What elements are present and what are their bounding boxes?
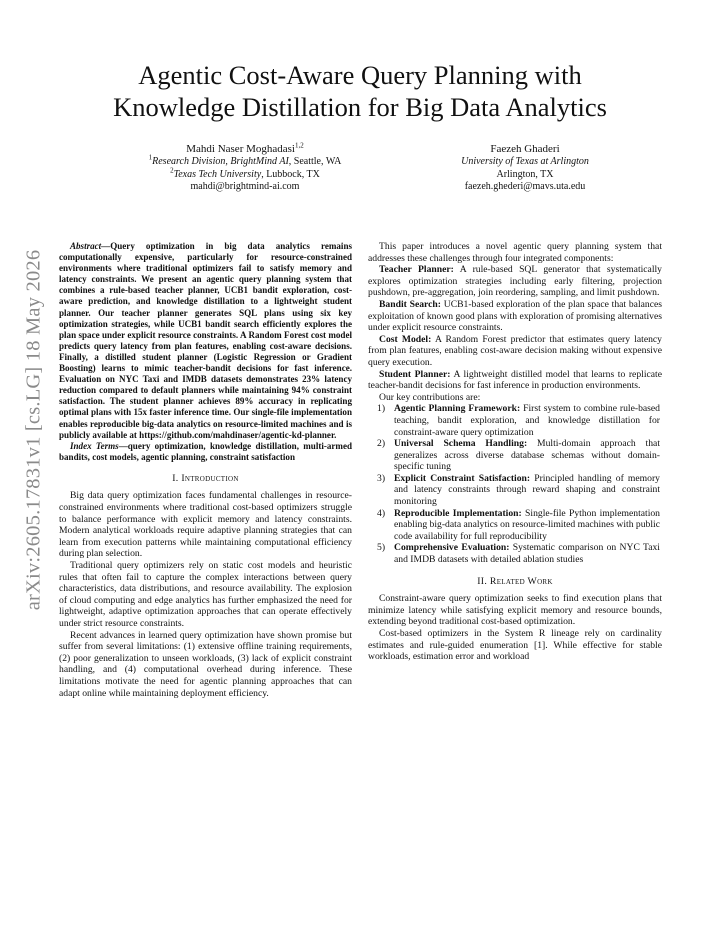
contribution-item	[368, 438, 662, 473]
author-2-name: Faezeh Ghaderi	[490, 143, 560, 155]
title-line-2: Knowledge Distillation for Big Data Analytics	[113, 92, 607, 122]
paper-title	[60, 59, 660, 123]
contribution-number: 4)	[377, 507, 386, 519]
bandit-heading: Bandit Search:	[379, 298, 441, 310]
abstract	[59, 241, 352, 441]
cost-heading: Cost Model:	[379, 333, 432, 345]
author-1	[100, 142, 390, 194]
component-bandit	[368, 299, 662, 334]
author-1-affil-2-org: Texas Tech University	[173, 168, 262, 180]
contribution-heading: Agentic Planning Framework:	[394, 403, 521, 415]
contributions-list	[368, 403, 662, 565]
right-column	[368, 241, 662, 663]
left-column	[59, 241, 352, 699]
author-2-email: faezeh.ghederi@mavs.uta.edu	[464, 181, 586, 192]
contribution-item	[368, 542, 662, 565]
section-2-title: Related Work	[489, 575, 553, 587]
bandit-text: UCB1-based exploration of the plan space that balances exploitation of known good plans with exploration of promising alternatives under explicit resource constraints.	[368, 298, 662, 334]
section-2-number: II.	[477, 575, 490, 587]
component-student	[368, 369, 662, 392]
author-1-sup: 1,2	[295, 141, 304, 150]
author-block	[60, 142, 660, 212]
contribution-item	[368, 473, 662, 508]
contribution-text: Principled handling of memory and latency constraints through reward shaping and constraint monitoring	[394, 472, 660, 508]
contribution-text: Single-file Python implementation enabling big-data analytics on resource-limited machines with public code availability for full reproducibility	[394, 507, 660, 542]
affil-2-sup: 2	[170, 166, 174, 175]
teacher-heading: Teacher Planner:	[379, 264, 454, 276]
cost-text: A Random Forest predictor that estimates query latency from plan features, enabling cost-aware decision making without expensive query execution.	[368, 333, 662, 368]
contribution-item	[368, 508, 662, 543]
contribution-text: First system to combine rule-based teaching, bandit exploration, and knowledge distillation for constraint-aware query optimization	[394, 403, 660, 438]
section-heading-related-work	[368, 576, 662, 588]
contribution-number: 2)	[377, 438, 386, 450]
index-terms-lead: Index Terms	[70, 440, 119, 451]
component-cost-model	[368, 334, 662, 369]
affil-1-sup: 1	[148, 153, 153, 162]
author-1-name: Mahdi Naser Moghadasi	[186, 143, 295, 155]
student-text: A lightweight distilled model that learns to replicate teacher-bandit decisions for fast inference in production environments.	[368, 368, 662, 392]
author-2-affil-loc: Arlington, TX	[496, 168, 554, 180]
contribution-heading: Universal Schema Handling:	[394, 438, 528, 450]
student-heading: Student Planner:	[379, 368, 451, 380]
author-2-affil-org: University of Texas at Arlington	[461, 156, 589, 167]
contribution-number: 3)	[377, 472, 386, 484]
intro-paragraph-1: Big data query optimization faces fundamental challenges in resource-constrained environments where traditional cost-based optimizers struggle to balance performance with explicit memory and latency constraints. Modern analytical workloads require adaptive planning strategies that can learn from execution patterns while maintaining computational efficiency during plan selection.	[59, 490, 352, 560]
section-1-number: I.	[172, 472, 182, 484]
section-1-title: Introduction	[181, 472, 239, 484]
arxiv-sidebar-stamp	[19, 240, 49, 620]
author-1-affil-2-loc: , Lubbock, TX	[261, 168, 320, 180]
author-1-affil-1-org: Research Division, BrightMind AI	[152, 156, 289, 167]
author-1-affil-1-loc: , Seattle, WA	[288, 156, 342, 167]
contribution-text: Multi-domain approach that generalizes across diverse database schemas without domain-specific tuning	[394, 438, 660, 473]
contribution-heading: Reproducible Implementation:	[394, 507, 522, 519]
contribution-number: 1)	[377, 403, 386, 415]
title-line-1: Agentic Cost-Aware Query Planning with	[138, 60, 582, 90]
component-teacher	[368, 264, 662, 299]
section-heading-introduction	[59, 473, 352, 485]
abstract-text: —Query optimization in big data analytics remains computationally expensive, particularly for resource-constrained environments where traditional optimizers fail to satisfy memory and latency constraints. We present an agentic query planning system that combines a rule-based teacher planner, UCB1 bandit exploration, cost-aware prediction, and knowledge distillation to a lightweight student planner. Our teacher planner generates SQL plans using six key optimization strategies, while UCB1 bandit search efficiently explores the plan space under explicit resource constraints. A Random Forest cost model predicts query latency from plan features, enabling cost-aware decisions. Finally, a distilled student planner (Logistic Regression or Gradient Boosting) learns to mimic teacher-bandit decisions for fast inference. Evaluation on NYC Taxi and IMDB datasets demonstrates 23% latency reduction compared to default planners while maintaining 94% constraint satisfaction. The student planner achieves 89% accuracy in replicating optimal plans with 15x faster inference time. Our single-file implementation enables reproducible big-data analytics on resource-limited machines and is publicly available at https://github.com/mahdinaser/agentic-kd-planner.	[59, 241, 352, 440]
author-1-email: mahdi@brightmind-ai.com	[190, 181, 300, 192]
contributions-intro: Our key contributions are:	[379, 391, 481, 403]
contribution-heading: Explicit Constraint Satisfaction:	[394, 472, 531, 484]
arxiv-identifier: arXiv:2605.17831v1 [cs.LG] 18 May 2026	[22, 249, 45, 611]
contribution-text: Systematic comparison on NYC Taxi and IMDB datasets with detailed ablation studies	[394, 542, 660, 566]
intro-paragraph-3: Recent advances in learned query optimization have shown promise but suffer from several limitations: (1) extensive offline training requirements, (2) poor generalization to unseen workloads, (3) lack of explicit constraint handling, and (4) computational overhead during inference. These limitations motivate the need for agentic planning approaches that can adapt online while maintaining deployment efficiency.	[59, 629, 352, 699]
index-terms-text: —query optimization, knowledge distillation, multi-armed bandits, cost models, agentic planning, constraint satisfaction	[59, 440, 352, 462]
index-terms	[59, 441, 352, 463]
author-2	[390, 142, 660, 194]
contribution-item	[368, 403, 662, 438]
contribution-heading: Comprehensive Evaluation:	[394, 542, 510, 554]
intro-paragraph-2: Traditional query optimizers rely on static cost models and heuristic rules that often fail to capture the complex interactions between query characteristics, data distributions, and resource availability. The explosion of cloud computing and edge analytics has further emphasized the need for lightweight, adaptive optimization approaches that can operate effectively under strict resource constraints.	[59, 560, 352, 629]
teacher-text: A rule-based SQL generator that systematically explores optimization strategies including early filtering, projection pushdown, pre-aggregation, join reordering, sampling, and limit pushdown.	[368, 264, 662, 299]
related-paragraph-2: Cost-based optimizers in the System R lineage rely on cardinality estimates and rule-guided enumeration [1]. While effective for stable workloads, estimation error and workload	[368, 628, 662, 663]
related-paragraph-1: Constraint-aware query optimization seeks to find execution plans that minimize latency while satisfying explicit memory and resource bounds, extending beyond traditional cost-based optimization.	[368, 593, 662, 628]
abstract-lead: Abstract	[70, 241, 102, 251]
contribution-number: 5)	[377, 542, 386, 554]
intro-paragraph-4: This paper introduces a novel agentic query planning system that addresses these challenges through four integrated components:	[368, 241, 662, 264]
